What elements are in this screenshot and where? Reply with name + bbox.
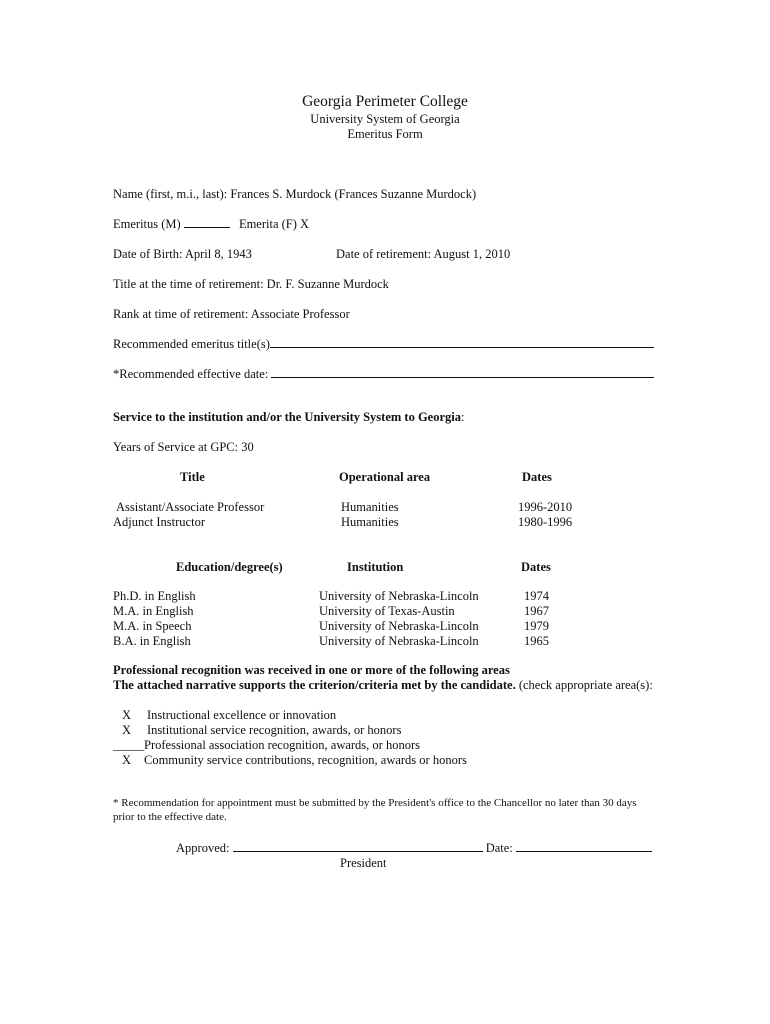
service-col-dates: Dates <box>522 470 552 484</box>
emerita-value: Emerita (F) X <box>238 217 310 231</box>
recommended-title-line[interactable] <box>270 347 654 348</box>
education-row-institution: University of Nebraska-Lincoln <box>319 634 479 648</box>
recommended-date-row <box>113 367 654 382</box>
footnote-line-2: prior to the effective date. <box>113 811 227 823</box>
recommended-date-line[interactable] <box>271 377 654 378</box>
education-row-date: 1967 <box>524 604 549 618</box>
recognition-item-text: Professional association recognition, awards, or honors <box>144 738 420 752</box>
name-field: Name (first, m.i., last): Frances S. Murdock (Frances Suzanne Murdock) <box>113 187 477 201</box>
service-row-title: Assistant/Associate Professor <box>116 500 265 514</box>
service-heading-text: Service to the institution and/or the University System to Georgia <box>113 410 461 424</box>
education-col-institution: Institution <box>347 560 404 574</box>
education-col-dates: Dates <box>521 560 551 574</box>
approved-label: Approved: <box>176 841 230 855</box>
footnote-line-1: * Recommendation for appointment must be submitted by the President's office to the Chancellor no later than 30 days <box>113 797 637 809</box>
system-subtitle: University System of Georgia <box>310 112 460 126</box>
recognition-instruction <box>113 678 653 693</box>
education-row-degree: Ph.D. in English <box>113 589 196 603</box>
college-title: Georgia Perimeter College <box>302 93 468 110</box>
date-of-retirement: Date of retirement: August 1, 2010 <box>336 247 511 261</box>
president-label: President <box>340 856 387 870</box>
education-row-degree: B.A. in English <box>113 634 191 648</box>
education-row-institution: University of Nebraska-Lincoln <box>319 589 479 603</box>
date-of-birth: Date of Birth: April 8, 1943 <box>113 247 252 261</box>
service-row-dates: 1980-1996 <box>518 515 573 529</box>
recommended-date-label: *Recommended effective date: <box>113 367 269 381</box>
service-row-title: Adjunct Instructor <box>113 515 205 529</box>
service-col-title: Title <box>180 470 205 484</box>
education-row-date: 1979 <box>524 619 549 633</box>
service-row-area: Humanities <box>341 515 399 529</box>
service-row-dates: 1996-2010 <box>518 500 573 514</box>
recognition-item-mark[interactable]: X <box>122 723 132 737</box>
education-row-institution: University of Texas-Austin <box>319 604 455 618</box>
service-heading-colon: : <box>461 410 465 424</box>
education-col-degree: Education/degree(s) <box>176 560 283 574</box>
years-of-service: Years of Service at GPC: 30 <box>113 440 254 454</box>
education-row-degree: M.A. in Speech <box>113 619 192 633</box>
emeritus-emerita-row <box>113 217 309 232</box>
recognition-instruction-rest: (check appropriate area(s): <box>515 678 653 692</box>
recommended-title-label: Recommended emeritus title(s) <box>113 337 270 351</box>
recognition-item-text: Community service contributions, recognition, awards or honors <box>144 753 467 767</box>
recommended-title-row <box>113 337 654 352</box>
title-at-retirement: Title at the time of retirement: Dr. F. Suzanne Murdock <box>113 277 389 291</box>
recognition-heading: Professional recognition was received in one or more of the following areas <box>113 663 510 677</box>
approved-signature-line[interactable] <box>233 851 483 852</box>
education-row-date: 1965 <box>524 634 549 648</box>
recognition-item-mark[interactable]: _____ <box>113 738 145 752</box>
date-label: Date: <box>485 841 513 855</box>
recognition-item-text: Institutional service recognition, awards, or honors <box>147 723 402 737</box>
service-col-area: Operational area <box>339 470 431 484</box>
rank-at-retirement: Rank at time of retirement: Associate Professor <box>113 307 350 321</box>
recognition-item-mark[interactable]: X <box>122 753 132 767</box>
emeritus-blank-line[interactable] <box>184 227 230 228</box>
approval-date-line[interactable] <box>516 851 652 852</box>
approval-row <box>176 841 652 856</box>
recognition-item-mark[interactable]: X <box>122 708 132 722</box>
service-heading <box>113 410 464 425</box>
education-row-institution: University of Nebraska-Lincoln <box>319 619 479 633</box>
recognition-item-text: Instructional excellence or innovation <box>147 708 337 722</box>
service-row-area: Humanities <box>341 500 399 514</box>
form-name: Emeritus Form <box>347 127 423 141</box>
emeritus-label: Emeritus (M) <box>113 217 181 231</box>
education-row-date: 1974 <box>524 589 549 603</box>
education-row-degree: M.A. in English <box>113 604 194 618</box>
recognition-instruction-bold: The attached narrative supports the criterion/criteria met by the candidate. <box>113 678 516 692</box>
